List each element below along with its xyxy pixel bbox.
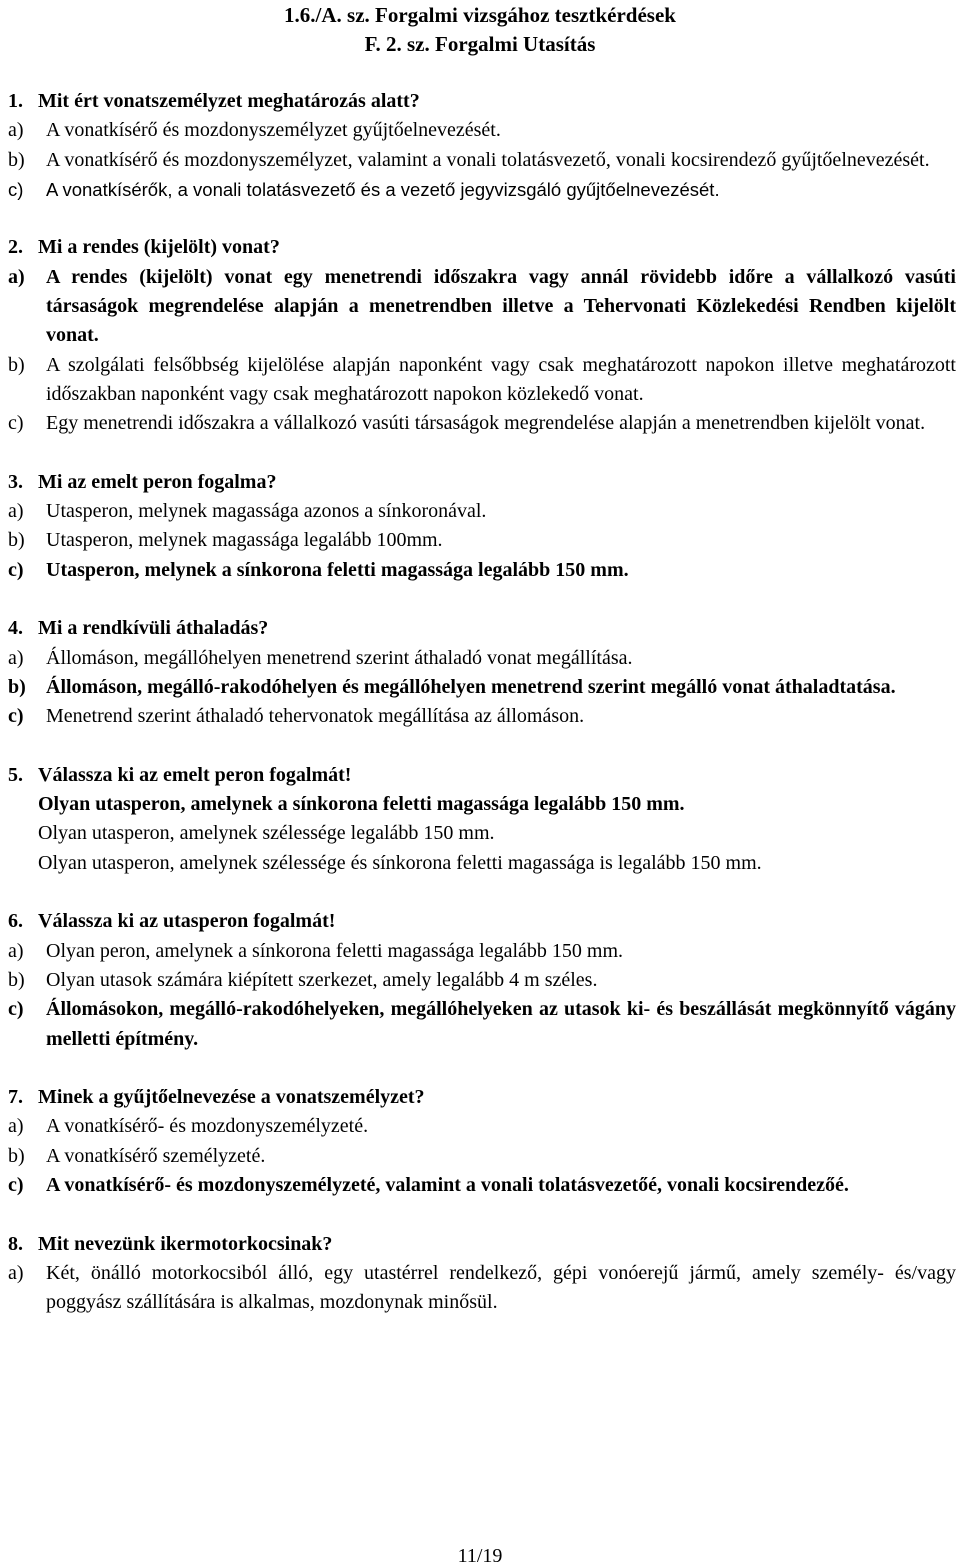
- answer-text: Utasperon, melynek a sínkorona feletti magassága legalább 150 mm.: [46, 558, 629, 581]
- question-title: Mit nevezünk ikermotorkocsinak?: [38, 1232, 333, 1255]
- answer-text: A vonatkísérő- és mozdonyszemélyzeté, valamint a vonali tolatásvezetőé, vonali kocsirendezőé.: [46, 1173, 849, 1196]
- question-number: 5.: [8, 763, 23, 786]
- answer-label: a): [8, 500, 24, 523]
- answer-option-correct: [8, 556, 956, 585]
- answer-label: a): [8, 939, 24, 962]
- answer-line: Olyan utasperon, amelynek szélessége és sínkorona feletti magassága is legalább 150 mm.: [38, 851, 762, 874]
- question-title: Minek a gyűjtőelnevezése a vonatszemélyzet?: [38, 1086, 425, 1109]
- question-title: Válassza ki az emelt peron fogalmát!: [38, 763, 352, 786]
- answer-text: Állomáson, megálló-rakodóhelyen és megállóhelyen menetrend szerint megálló vonat áthaladtatása.: [46, 675, 896, 698]
- question-title: Válassza ki az utasperon fogalmát!: [38, 910, 336, 933]
- question-number: 4.: [8, 617, 23, 640]
- answer-line-correct: Olyan utasperon, amelynek a sínkorona feletti magassága legalább 150 mm.: [38, 793, 685, 816]
- answer-label: c): [8, 705, 24, 728]
- answer-text: A rendes (kijelölt) vonat egy menetrendi időszakra vagy annál rövidebb időre a vállalkozó vasúti társaságok megrendelése alapján a menetrendben illetve a Tehervonati Közlekedési Rendben kijelölt vonat.: [46, 265, 956, 347]
- answer-text: A vonatkísérő személyzeté.: [46, 1144, 266, 1167]
- question-title: Mi az emelt peron fogalma?: [38, 470, 277, 493]
- question-5: [8, 761, 956, 878]
- answer-label: c): [8, 998, 24, 1021]
- answer-option: [8, 175, 956, 204]
- answer-label: c): [8, 558, 24, 581]
- question-1: [8, 87, 956, 204]
- answer-option: [8, 702, 956, 731]
- questions-list: [8, 87, 956, 1317]
- answer-option: [8, 116, 956, 145]
- answer-label: a): [8, 119, 24, 142]
- answer-option: [8, 1259, 956, 1318]
- question-number: 8.: [8, 1232, 23, 1255]
- answer-option-correct: [8, 1171, 956, 1200]
- answer-line: Olyan utasperon, amelynek szélessége legalább 150 mm.: [38, 822, 495, 845]
- document-header: [0, 0, 960, 59]
- question-4: [8, 614, 956, 731]
- answer-text: A vonatkísérő és mozdonyszemélyzet, valamint a vonali tolatásvezető, vonali kocsirendező gyűjtőelnevezését.: [46, 148, 930, 171]
- answer-option-correct: [8, 995, 956, 1054]
- answer-text: Olyan utasok számára kiépített szerkezet, amely legalább 4 m széles.: [46, 968, 598, 991]
- answer-option-correct: [8, 263, 956, 351]
- question-number: 3.: [8, 470, 23, 493]
- answer-text: Egy menetrendi időszakra a vállalkozó vasúti társaságok megrendelése alapján a menetrendben kijelölt vonat.: [46, 412, 926, 435]
- question-7: [8, 1083, 956, 1200]
- answer-option-correct: [8, 673, 956, 702]
- answer-text: Utasperon, melynek magassága legalább 100mm.: [46, 529, 443, 552]
- answer-option: [8, 937, 956, 966]
- question-title: Mi a rendkívüli áthaladás?: [38, 617, 269, 640]
- answer-text: A vonatkísérő- és mozdonyszemélyzeté.: [46, 1115, 369, 1138]
- answer-text: A vonatkísérők, a vonali tolatásvezető és a vezető jegyvizsgáló gyűjtőelnevezését.: [46, 178, 720, 200]
- answer-text: Menetrend szerint áthaladó tehervonatok megállítása az állomáson.: [46, 705, 585, 728]
- answer-label: c): [8, 1173, 24, 1196]
- answer-option: [8, 146, 956, 175]
- document-subtitle: F. 2. sz. Forgalmi Utasítás: [364, 32, 596, 56]
- question-number: 2.: [8, 236, 23, 259]
- answer-option: [8, 1112, 956, 1141]
- question-title: Mit ért vonatszemélyzet meghatározás alatt?: [38, 90, 420, 112]
- answer-option: [8, 1142, 956, 1171]
- answer-label: a): [8, 646, 24, 669]
- answer-option: [8, 526, 956, 555]
- question-2: [8, 233, 956, 438]
- answer-text: Két, önálló motorkocsiból álló, egy utastérrel rendelkező, gépi vonóerejű jármű, amely személy- és/vagy poggyász szállítására is alkalmas, mozdonynak minősül.: [46, 1261, 956, 1314]
- answer-label: b): [8, 353, 25, 376]
- answer-label: b): [8, 529, 25, 552]
- answer-label: a): [8, 1115, 24, 1138]
- answer-label: a): [8, 1261, 24, 1284]
- question-number: 6.: [8, 910, 23, 933]
- answer-text: Állomásokon, megálló-rakodóhelyeken, megállóhelyeken az utasok ki- és beszállását megkönnyítő vágány melletti építmény.: [46, 998, 956, 1050]
- answer-label: b): [8, 1144, 25, 1167]
- page-number: 11/19: [457, 1545, 503, 1567]
- answer-label: b): [8, 148, 25, 171]
- answer-text: Állomáson, megállóhelyen menetrend szerint áthaladó vonat megállítása.: [46, 646, 633, 669]
- answer-option: [8, 644, 956, 673]
- answer-label: b): [8, 675, 26, 698]
- answer-text: A vonatkísérő és mozdonyszemélyzet gyűjtőelnevezését.: [46, 119, 501, 142]
- answer-text: Olyan peron, amelynek a sínkorona feletti magassága legalább 150 mm.: [46, 939, 624, 962]
- answer-text: Utasperon, melynek magassága azonos a sínkoronával.: [46, 500, 487, 523]
- answer-label: b): [8, 968, 25, 991]
- question-number: 1.: [8, 90, 23, 112]
- document-title: 1.6./A. sz. Forgalmi vizsgához tesztkérdések: [284, 3, 676, 27]
- question-number: 7.: [8, 1086, 23, 1109]
- question-8: [8, 1230, 956, 1318]
- answer-text: A szolgálati felsőbbség kijelölése alapján naponként vagy csak meghatározott napokon illetve meghatározott időszakban naponként vagy csak meghatározott napokon közlekedő vonat.: [46, 353, 956, 405]
- question-3: [8, 468, 956, 585]
- answer-option: [8, 966, 956, 995]
- answer-option: [8, 351, 956, 410]
- question-6: [8, 907, 956, 1053]
- answer-label: c): [8, 412, 24, 435]
- answer-label: c): [8, 178, 24, 200]
- answer-option: [8, 409, 956, 438]
- question-title: Mi a rendes (kijelölt) vonat?: [38, 236, 280, 259]
- answer-option: [8, 497, 956, 526]
- answer-label: a): [8, 265, 25, 288]
